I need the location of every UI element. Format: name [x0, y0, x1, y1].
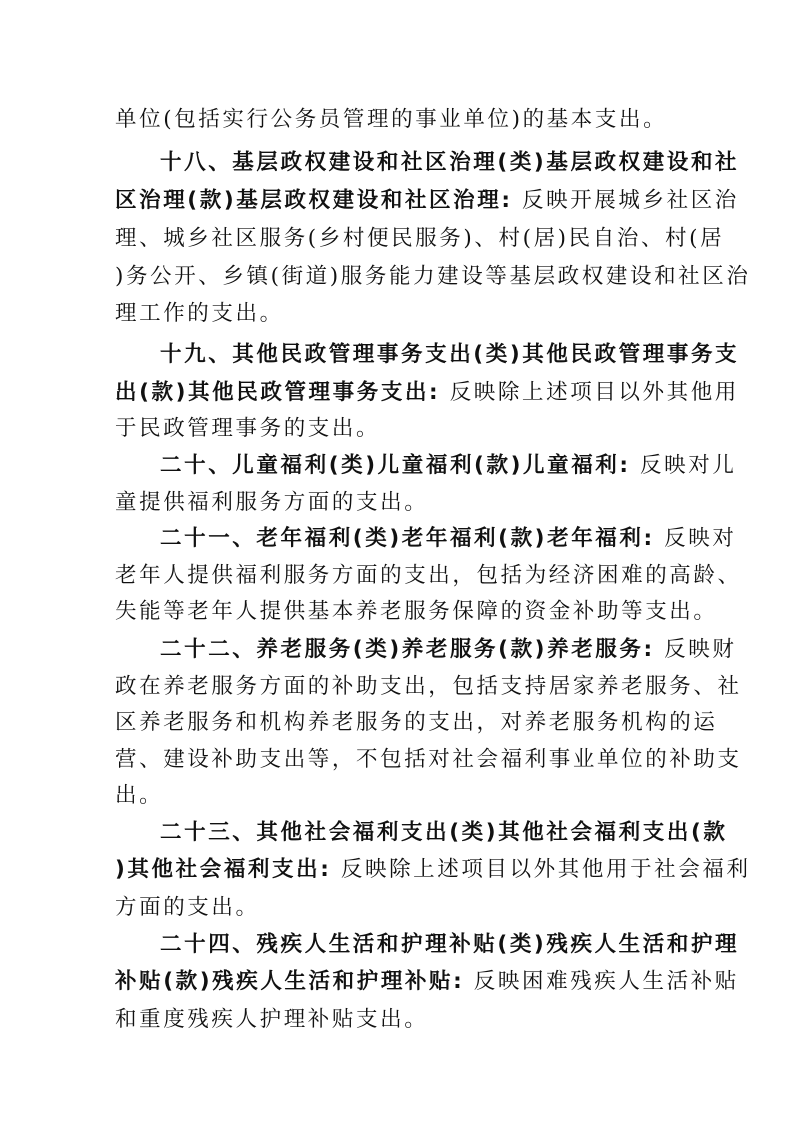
section-18-heading: 十八、基层政权建设和社区治理(类)基层政权建设和社 [160, 150, 740, 175]
text-line: 营、建设补助支出等，不包括对社会福利事业单位的补助支 [115, 747, 742, 772]
text-line: 方面的支出。 [115, 895, 260, 920]
section-21-heading: 二十一、老年福利(类)老年福利(款)老年福利: 反映对 [160, 526, 737, 551]
text-line: 出。 [115, 783, 164, 808]
text-line: 单位(包括实行公务员管理的事业单位)的基本支出。 [115, 107, 668, 132]
text-line: 老年人提供福利服务方面的支出，包括为经济困难的高龄、 [115, 563, 742, 588]
text-line: )其他社会福利支出: 反映除上述项目以外其他用于社会福利 [115, 857, 751, 882]
text-line: 区治理(款)基层政权建设和社区治理: 反映开展城乡社区治 [115, 188, 739, 213]
section-20-heading: 二十、儿童福利(类)儿童福利(款)儿童福利: 反映对儿 [160, 453, 737, 478]
text-line: 政在养老服务方面的补助支出，包括支持居家养老服务、社 [115, 674, 742, 699]
section-19-heading: 十九、其他民政管理事务支出(类)其他民政管理事务支 [160, 342, 740, 367]
section-23-heading: 二十三、其他社会福利支出(类)其他社会福利支出(款 [160, 820, 728, 845]
section-24-heading: 二十四、残疾人生活和护理补贴(类)残疾人生活和护理 [160, 932, 740, 957]
text-line: 区养老服务和机构养老服务的支出，对养老服务机构的运 [115, 710, 718, 735]
text-line: 和重度残疾人护理补贴支出。 [115, 1007, 429, 1032]
text-line: 童提供福利服务方面的支出。 [115, 490, 429, 515]
text-line: 于民政管理事务的支出。 [115, 416, 381, 441]
text-line: 理、城乡社区服务(乡村便民服务)、村(居)民自治、村(居 [115, 226, 725, 251]
text-line: 出(款)其他民政管理事务支出: 反映除上述项目以外其他用 [115, 380, 739, 405]
text-line: 理工作的支出。 [115, 301, 284, 326]
text-line: 失能等老年人提供基本养老服务保障的资金补助等支出。 [115, 599, 718, 624]
text-line: )务公开、乡镇(街道)服务能力建设等基层政权建设和社区治 [115, 264, 751, 289]
text-line: 补贴(款)残疾人生活和护理补贴: 反映困难残疾人生活补贴 [115, 969, 739, 994]
section-22-heading: 二十二、养老服务(类)养老服务(款)养老服务: 反映财 [160, 637, 737, 662]
